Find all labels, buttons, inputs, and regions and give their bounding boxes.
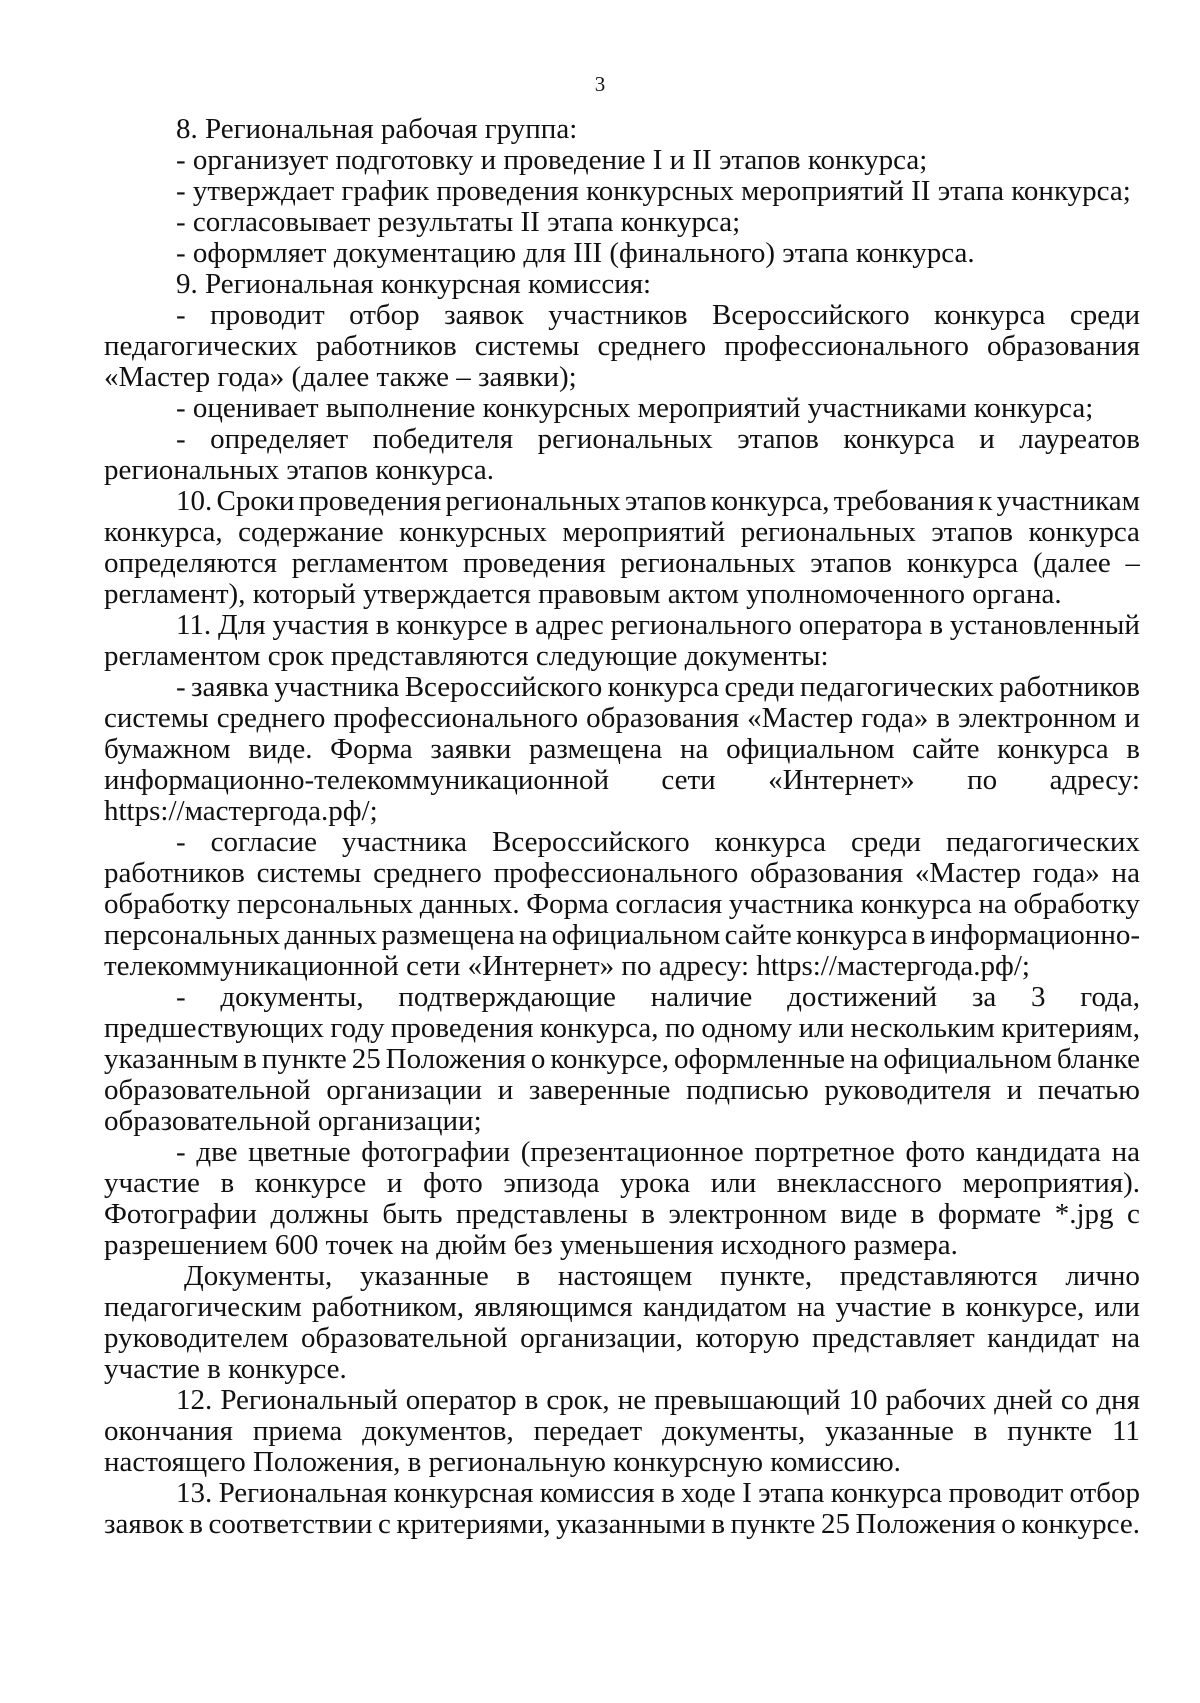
text-line: регламент), который утверждается правовым актом уполномоченного органа. bbox=[104, 579, 1062, 610]
text-line: - оформляет документацию для III (финального) этапа конкурса. bbox=[176, 238, 975, 269]
text-line: https://мастергода.рф/; bbox=[104, 796, 378, 827]
text-line: - согласовывает результаты II этапа конкурса; bbox=[176, 207, 741, 238]
text-line: разрешением 600 точек на дюйм без уменьшения исходного размера. bbox=[104, 1230, 958, 1261]
text-line: - проводит отбор заявок участников Всероссийского конкурса среди bbox=[176, 300, 1140, 331]
text-line: участие в конкурсе и фото эпизода урока или внеклассного мероприятия). bbox=[104, 1168, 1140, 1199]
text-line: - организует подготовку и проведение I и II этапов конкурса; bbox=[176, 145, 928, 176]
text-line: работников системы среднего профессионального образования «Мастер года» на bbox=[104, 858, 1140, 889]
text-line: 8. Региональная рабочая группа: bbox=[176, 114, 578, 145]
text-line: 10. Сроки проведения региональных этапов конкурса, требования к участникам bbox=[176, 486, 1140, 517]
text-line: образовательной организации и заверенные подписью руководителя и печатью bbox=[104, 1075, 1140, 1106]
text-line: обработку персональных данных. Форма согласия участника конкурса на обработку bbox=[104, 889, 1140, 920]
text-line: системы среднего профессионального образования «Мастер года» в электронном и bbox=[104, 703, 1140, 734]
text-line: регламентом срок представляются следующие документы: bbox=[104, 641, 829, 672]
text-line: - документы, подтверждающие наличие достижений за 3 года, bbox=[176, 982, 1140, 1013]
text-line: участие в конкурсе. bbox=[104, 1354, 347, 1385]
text-line: телекоммуникационной сети «Интернет» по адресу: https://мастергода.рф/; bbox=[104, 951, 1030, 982]
text-line: - согласие участника Всероссийского конкурса среди педагогических bbox=[176, 827, 1140, 858]
text-line: образовательной организации; bbox=[104, 1106, 482, 1137]
text-line: - определяет победителя региональных этапов конкурса и лауреатов bbox=[176, 424, 1140, 455]
text-line: персональных данных размещена на официальном сайте конкурса в информационно- bbox=[104, 920, 1140, 951]
text-line: - оценивает выполнение конкурсных мероприятий участниками конкурса; bbox=[176, 393, 1094, 424]
text-line: руководителем образовательной организации, которую представляет кандидат на bbox=[104, 1323, 1140, 1354]
text-line: - заявка участника Всероссийского конкурса среди педагогических работников bbox=[176, 672, 1140, 703]
text-line: информационно-телекоммуникационной сети «Интернет» по адресу: bbox=[104, 765, 1140, 796]
text-line: Документы, указанные в настоящем пункте, представляются лично bbox=[184, 1261, 1140, 1292]
text-line: «Мастер года» (далее также – заявки); bbox=[104, 362, 577, 393]
text-line: региональных этапов конкурса. bbox=[104, 455, 494, 486]
text-line: - утверждает график проведения конкурсных мероприятий II этапа конкурса; bbox=[176, 176, 1131, 207]
text-line: 9. Региональная конкурсная комиссия: bbox=[176, 269, 652, 300]
text-line: педагогическим работником, являющимся кандидатом на участие в конкурсе, или bbox=[104, 1292, 1140, 1323]
text-line: педагогических работников системы среднего профессионального образования bbox=[104, 331, 1140, 362]
page-number: 3 bbox=[594, 72, 606, 96]
text-line: Фотографии должны быть представлены в электронном виде в формате *.jpg с bbox=[104, 1199, 1140, 1230]
text-line: - две цветные фотографии (презентационное портретное фото кандидата на bbox=[176, 1137, 1140, 1168]
text-line: окончания приема документов, передает документы, указанные в пункте 11 bbox=[104, 1416, 1140, 1447]
document-body bbox=[104, 114, 1140, 1540]
text-line: предшествующих году проведения конкурса, по одному или нескольким критериям, bbox=[104, 1013, 1140, 1044]
text-line: заявок в соответствии с критериями, указанными в пункте 25 Положения о конкурсе. bbox=[104, 1509, 1140, 1540]
text-line: 12. Региональный оператор в срок, не превышающий 10 рабочих дней со дня bbox=[176, 1385, 1140, 1416]
text-line: 11. Для участия в конкурсе в адрес регионального оператора в установленный bbox=[176, 610, 1140, 641]
text-line: настоящего Положения, в региональную конкурсную комиссию. bbox=[104, 1447, 901, 1478]
text-line: указанным в пункте 25 Положения о конкурсе, оформленные на официальном бланке bbox=[104, 1044, 1140, 1075]
text-line: определяются регламентом проведения региональных этапов конкурса (далее – bbox=[104, 548, 1140, 579]
text-line: бумажном виде. Форма заявки размещена на официальном сайте конкурса в bbox=[104, 734, 1140, 765]
text-line: конкурса, содержание конкурсных мероприятий региональных этапов конкурса bbox=[104, 517, 1140, 548]
text-line: 13. Региональная конкурсная комиссия в ходе I этапа конкурса проводит отбор bbox=[176, 1478, 1140, 1509]
